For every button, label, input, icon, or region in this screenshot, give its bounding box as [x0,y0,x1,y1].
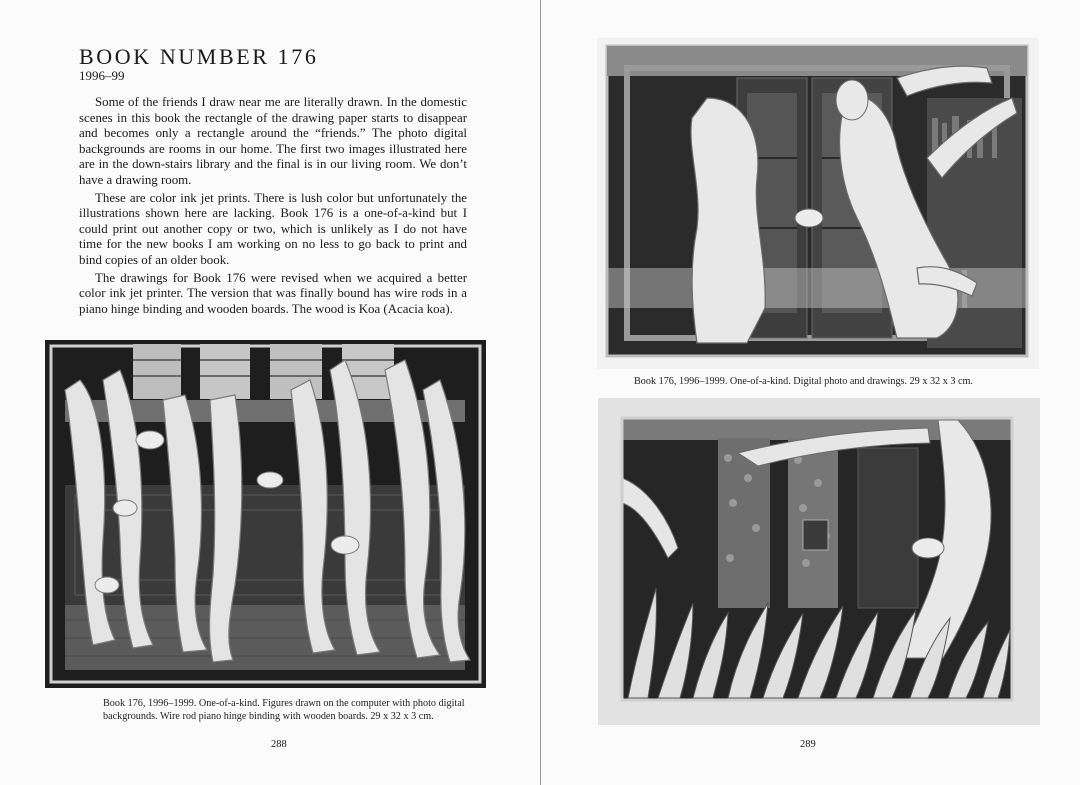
right-page [541,0,1080,785]
left-caption [103,697,503,723]
left-caption-line-1: Book 176, 1996–1999. One-of-a-kind. Figures drawn on the computer with photo digital [103,698,465,709]
paragraph-2: These are color ink jet prints. There is lush color but unfortunately the illustrations shown here are lacking. Book 176 is a one-of-a-kind but I could print out another copy or two, which is unlikely as I do not have time for the new books I am working on no less to go back to print and bind copies of an older book. [79,190,467,267]
book-years: 1996–99 [79,68,125,83]
paragraph-1: Some of the friends I draw near me are literally drawn. In the domestic scenes in this book the rectangle of the drawing paper starts to disappear and becomes only a rectangle around the “friends.” The photo digital backgrounds are rooms in our home. The first two images illustrated here are in the down-stairs library and the final is in our living room. We don’t have a drawing room. [79,95,467,187]
book-title: BOOK NUMBER 176 [79,44,319,69]
left-caption-line-2: backgrounds. Wire rod piano hinge binding with wooden boards. 29 x 32 x 3 cm. [103,711,434,722]
page-number-left: 288 [271,739,287,750]
page-number-right: 289 [800,739,816,750]
body-text [79,95,467,319]
library-figures-photo [597,38,1039,369]
paragraph-3: The drawings for Book 176 were revised when we acquired a better color ink jet printer. The version that was finally bound has wire rods in a piano hinge binding and wooden boards. The wood is Koa (Acacia koa). [79,270,467,316]
living-room-photo [598,398,1040,725]
legs-photo [45,340,486,688]
right-caption: Book 176, 1996–1999. One-of-a-kind. Digital photo and drawings. 29 x 32 x 3 cm. [634,376,973,387]
